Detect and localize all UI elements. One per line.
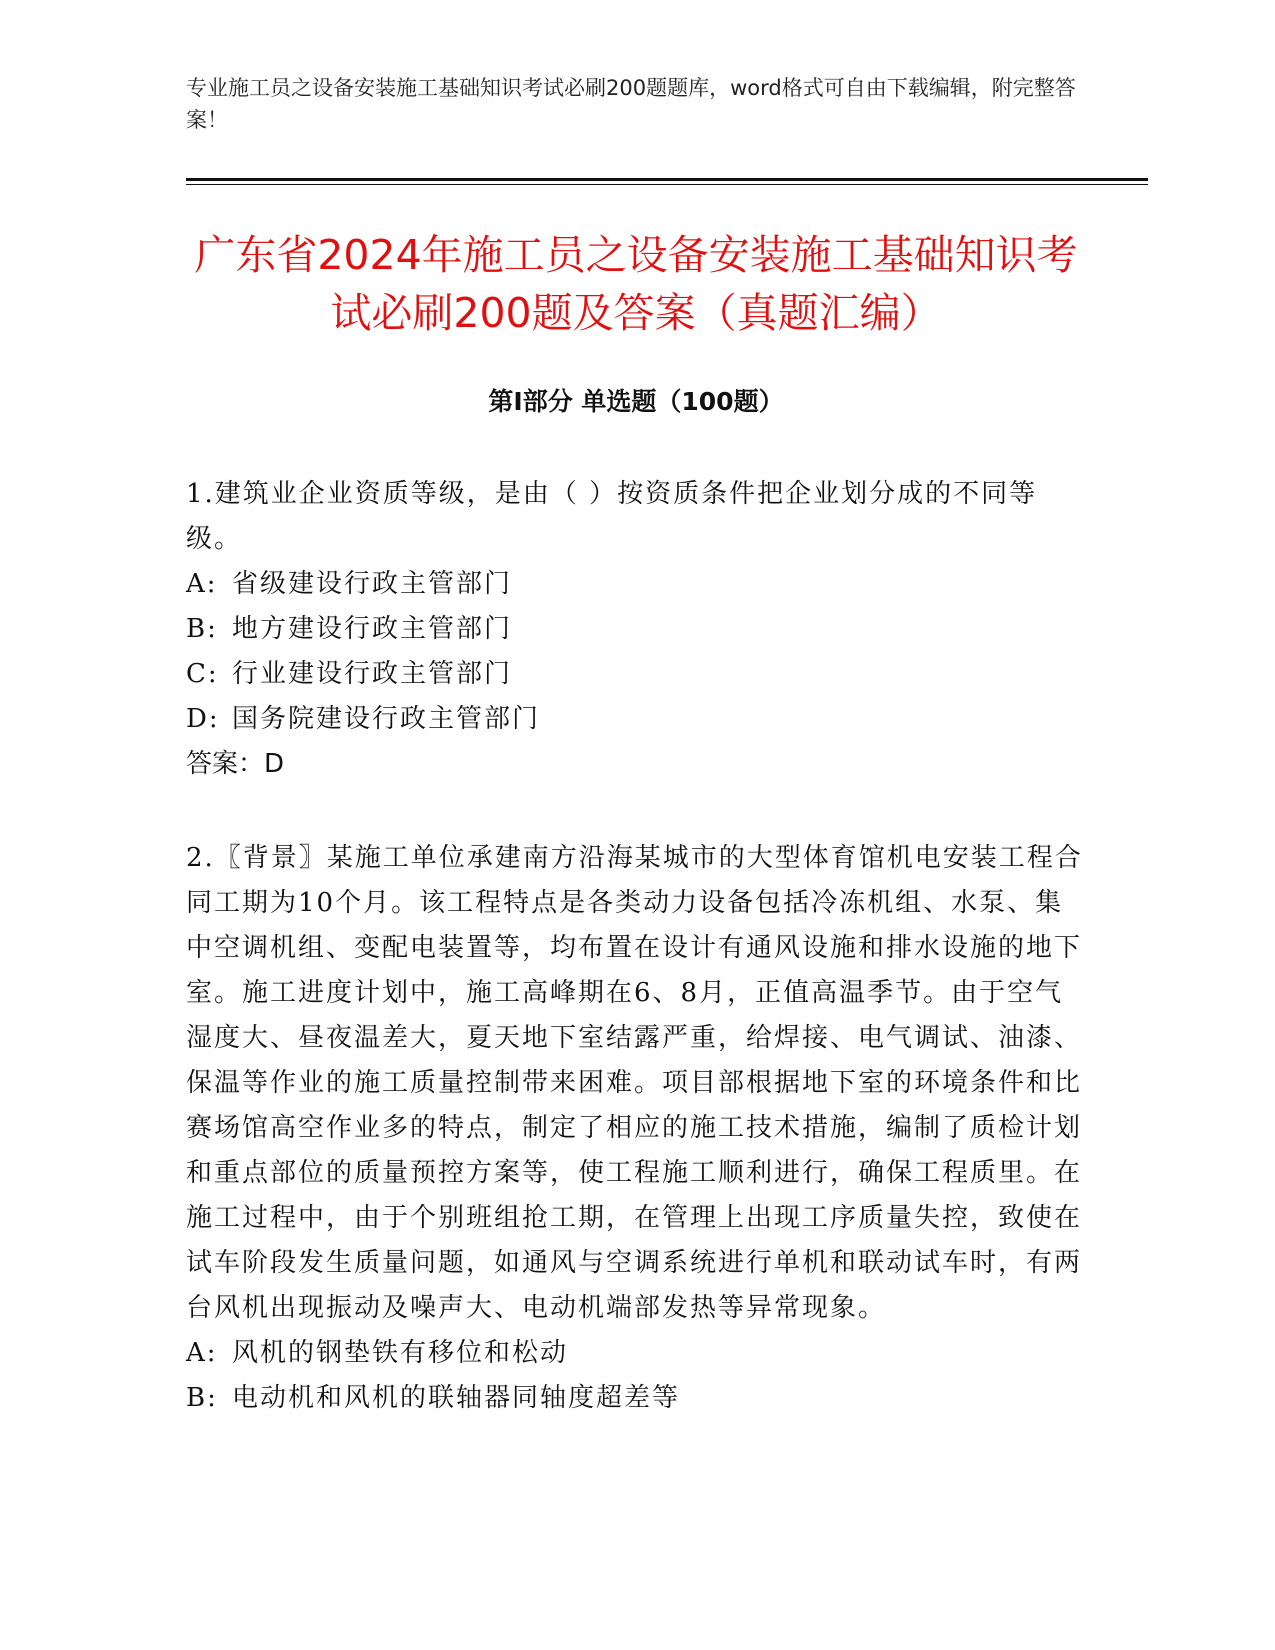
option-key: B: bbox=[186, 614, 218, 644]
header-note: 专业施工员之设备安装施工基础知识考试必刷200题题库，word格式可自由下载编辑，附完整答案！ bbox=[186, 76, 1076, 132]
section-title: 第I部分 单选题（100题） bbox=[488, 387, 784, 416]
option-a bbox=[186, 562, 1086, 607]
question-stem: 2.〖背景〗某施工单位承建南方沿海某城市的大型体育馆机电安装工程合同工期为10个月。该工程特点是各类动力设备包括冷冻机组、水泵、集中空调机组、变配电装置等，均布置在设计有通风设施和排水设施的地下室。施工进度计划中，施工高峰期在6、8月，正值高温季节。由于空气湿度大、昼夜温差大，夏天地下室结露严重，给焊接、电气调试、油漆、保温等作业的施工质量控制带来困难。项目部根据地下室的环境条件和比赛场馆高空作业多的特点，制定了相应的施工技术措施，编制了质检计划和重点部位的质量预控方案等，使工程施工顺利进行，确保工程质里。在施工过程中，由于个别班组抢工期，在管理上出现工序质量失控，致使在试车阶段发生质量问题，如通风与空调系统进行单机和联动试车时，有两台风机出现振动及噪声大、电动机端部发热等异常现象。 bbox=[186, 843, 1083, 1323]
document-title: 广东省2024年施工员之设备安装施工基础知识考试必刷200题及答案（真题汇编） bbox=[194, 231, 1078, 337]
option-d bbox=[186, 697, 1086, 742]
answer-line: 答案：D bbox=[186, 749, 285, 779]
option-text: 风机的钢垫铁有移位和松动 bbox=[232, 1338, 569, 1368]
option-text: 地方建设行政主管部门 bbox=[232, 614, 513, 644]
option-text: 省级建设行政主管部门 bbox=[232, 569, 513, 599]
option-key: D: bbox=[186, 704, 220, 734]
option-text: 国务院建设行政主管部门 bbox=[232, 704, 541, 734]
option-key: B: bbox=[186, 1383, 218, 1413]
option-text: 行业建设行政主管部门 bbox=[232, 659, 513, 689]
option-b bbox=[186, 1376, 1086, 1421]
option-key: C: bbox=[186, 659, 219, 689]
option-a bbox=[186, 1331, 1086, 1376]
option-key: A: bbox=[186, 1338, 218, 1368]
option-key: A: bbox=[186, 569, 218, 599]
option-c bbox=[186, 652, 1086, 697]
question-1 bbox=[186, 472, 1086, 787]
option-text: 电动机和风机的联轴器同轴度超差等 bbox=[232, 1383, 681, 1413]
question-stem: 1.建筑业企业资质等级，是由（ ）按资质条件把企业划分成的不同等级。 bbox=[186, 479, 1038, 554]
header-divider-thin bbox=[186, 184, 1148, 185]
option-b bbox=[186, 607, 1086, 652]
header-divider-thick bbox=[186, 178, 1148, 181]
question-2 bbox=[186, 836, 1086, 1421]
